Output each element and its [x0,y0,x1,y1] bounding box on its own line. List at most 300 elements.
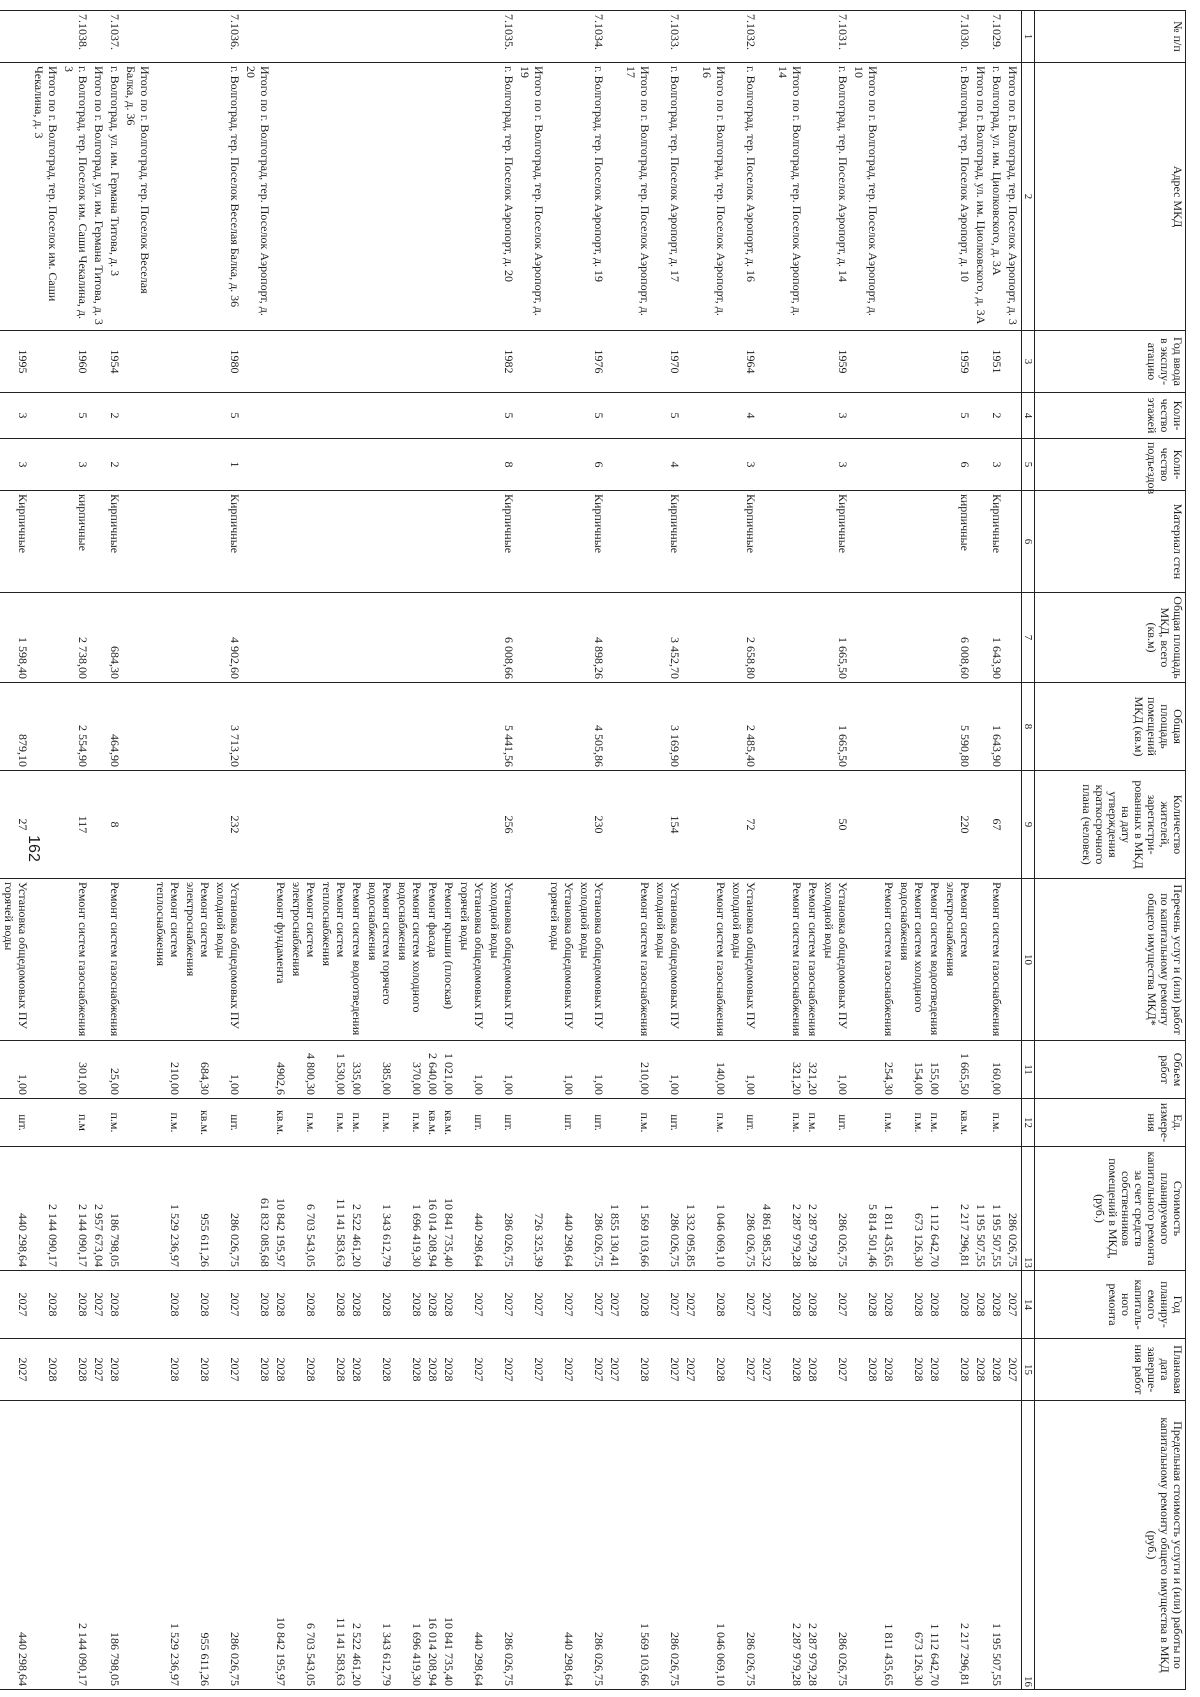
table-cell: Итого по г. Волгоград, тер. Поселок Аэропорт, д. 16 [699,63,729,331]
table-cell: 8 [107,771,123,879]
table-cell: г. Волгоград, тер. Поселок Аэропорт, д. 10 [943,63,973,331]
table-cell: 3 [61,439,91,491]
table-cell [289,491,319,593]
table-row [1005,11,1022,1690]
table-cell: 3 452,70 [653,593,683,683]
table-cell: Кирпичные [653,491,683,593]
table-cell: 1 598,40 [1,593,31,683]
table-cell [349,491,365,593]
table-cell: Ремонт систем газоснабжения [61,879,91,1041]
table-cell [123,1041,153,1099]
table-cell: 2027 [1005,1271,1022,1339]
table-cell: 440 298,64 [457,1147,487,1271]
table-cell [623,393,653,439]
table-cell: Итого по г. Волгоград, тер. Поселок Аэропорт, д. 10 [851,63,881,331]
table-cell [123,1339,153,1401]
table-cell: 2028 [289,1339,319,1401]
table-cell: 117 [61,771,91,879]
table-cell: Установка общедомовых ПУ холодной воды [577,879,607,1041]
table-cell: 385,00 [365,1041,395,1099]
column-header: Общая площадь помещений МКД (кв.м) [1035,683,1186,771]
table-cell: 2028 [973,1271,989,1339]
table-cell [457,331,487,393]
table-cell [395,491,425,593]
table-cell: 286 026,75 [487,1401,517,1690]
table-cell: Итого по г. Волгоград, тер. Поселок Аэропорт, д. 14 [775,63,805,331]
table-cell: Ремонт систем газоснабжения [699,879,729,1041]
table-row [425,11,441,1690]
table-cell [547,771,577,879]
table-cell [927,491,943,593]
table-cell [973,771,989,879]
table-cell [607,771,623,879]
table-cell [457,491,487,593]
table-cell [851,1099,881,1147]
column-header: Объем работ [1035,1041,1186,1099]
table-cell: 2027 [213,1271,243,1339]
table-cell: 2027 [487,1271,517,1339]
table-cell: 5 [487,393,517,439]
table-cell [425,683,441,771]
table-cell: 1970 [653,331,683,393]
table-cell [425,331,441,393]
table-cell: 1,00 [547,1041,577,1099]
table-cell: 1 195 507,55 [989,1401,1005,1690]
table-cell [365,439,395,491]
table-cell [425,63,441,331]
table-row [683,11,699,1690]
table-cell [517,11,547,63]
table-cell [123,11,153,63]
table-cell [517,1041,547,1099]
table-cell [973,11,989,63]
table-cell: 2027 [517,1271,547,1339]
table-cell [31,771,61,879]
table-cell [289,11,319,63]
table-cell [123,771,153,879]
table-cell [1005,11,1022,63]
table-cell [0,1339,1,1401]
table-header [1022,11,1186,1690]
table-cell [775,393,805,439]
column-header: № п/п [1035,11,1186,63]
table-cell: 1959 [943,331,973,393]
table-cell: 2028 [107,1339,123,1401]
table-cell [319,63,349,331]
table-row [0,11,1,1690]
table-cell: 1,00 [213,1041,243,1099]
table-cell [897,439,927,491]
table-cell: 7.1037. [107,11,123,63]
table-cell: 186 798,05 [107,1401,123,1690]
table-cell [319,331,349,393]
table-cell: Ремонт систем газоснабжения [623,879,653,1041]
table-cell [31,331,61,393]
table-cell: Итого по г. Волгоград, ул. им. Циолковского, д. 3А [973,63,989,331]
table-row [319,11,349,1690]
table-cell: 8 [487,439,517,491]
table-cell [289,393,319,439]
table-cell [881,63,897,331]
table-cell [349,63,365,331]
table-cell [273,683,289,771]
table-cell [683,393,699,439]
table-cell [683,11,699,63]
table-cell [365,331,395,393]
table-cell: п.м. [319,1099,349,1147]
table-cell [123,683,153,771]
table-cell [881,593,897,683]
table-cell [547,439,577,491]
table-cell: 2028 [31,1339,61,1401]
table-cell [0,331,1,393]
table-cell [897,593,927,683]
table-cell [881,771,897,879]
table-cell: 1 665,50 [821,593,851,683]
table-cell: 2027 [91,1339,107,1401]
table-cell [775,683,805,771]
table-cell: кв.м. [441,1099,457,1147]
table-cell [699,11,729,63]
table-cell: 321,20 [775,1041,805,1099]
column-header: Стоимость планируемого капитального ремонта за счет средств собственников помещений в МКД, (руб.) [1035,1147,1186,1271]
table-cell [1005,393,1022,439]
table-cell [0,1401,1,1690]
table-cell [973,439,989,491]
table-cell: 2027 [683,1271,699,1339]
table-cell [349,11,365,63]
table-cell: 2027 [547,1339,577,1401]
table-cell [365,593,395,683]
table-cell: 1982 [487,331,517,393]
table-cell: Ремонт систем газоснабжения [107,879,123,1041]
column-header: Коли-чество этажей [1035,393,1186,439]
table-row [897,11,927,1690]
table-cell [349,771,365,879]
table-cell: 2 217 296,81 [943,1147,973,1271]
table-row [91,11,107,1690]
table-cell [973,1041,989,1099]
table-cell: 2028 [989,1271,1005,1339]
table-cell: 5 [943,393,973,439]
table-cell: 6 703 543,05 [289,1147,319,1271]
table-cell [1005,1041,1022,1099]
table-cell [759,11,775,63]
table-cell [517,1099,547,1147]
table-cell: 2028 [243,1271,273,1339]
table-cell: 2028 [851,1271,881,1339]
table-cell: 1959 [821,331,851,393]
table-cell: 16 014 208,94 [425,1401,441,1690]
table-cell [607,1041,623,1099]
table-cell: 1 665,50 [821,683,851,771]
table-cell: Ремонт систем горячего водоснабжения [365,879,395,1041]
table-cell [31,683,61,771]
table-cell: 2028 [31,1271,61,1339]
table-cell: 1 112 642,70 [927,1401,943,1690]
table-cell [441,593,457,683]
table-cell: 2028 [319,1271,349,1339]
table-cell [91,771,107,879]
table-cell: п.м. [775,1099,805,1147]
table-row [927,11,943,1690]
table-cell [365,11,395,63]
column-header: Количество жителей, зарегистри-рованных в МКД на дату утверждения краткосрочного плана (человек) [1035,771,1186,879]
table-cell [441,771,457,879]
table-cell: 3 713,20 [213,683,243,771]
table-cell [457,11,487,63]
table-cell: п.м. [289,1099,319,1147]
table-cell: 1,00 [457,1041,487,1099]
table-cell: 2 957 673,04 [91,1147,107,1271]
table-cell [775,331,805,393]
table-cell: 2027 [653,1339,683,1401]
table-cell [243,593,273,683]
table-cell [0,1147,1,1271]
table-cell [973,393,989,439]
table-cell: Ремонт систем электроснабжения [289,879,319,1041]
table-cell: Ремонт систем электроснабжения [943,879,973,1041]
table-cell: 230 [577,771,607,879]
repair-plan-table [0,10,1186,1690]
table-cell [851,683,881,771]
table-cell [91,11,107,63]
table-cell [927,393,943,439]
table-cell: 7.1035. [487,11,517,63]
table-cell [457,593,487,683]
column-header: Плановая дата заверше-ния работ [1035,1339,1186,1401]
table-cell [243,771,273,879]
table-cell [607,879,623,1041]
table-cell: 2 287 979,28 [775,1401,805,1690]
table-cell [91,879,107,1041]
column-header: Материал стен [1035,491,1186,593]
table-cell [457,683,487,771]
table-cell: 2 485,40 [729,683,759,771]
table-cell: шт. [213,1099,243,1147]
table-cell [31,1401,61,1690]
table-cell [0,683,1,771]
table-cell: 4 [653,439,683,491]
table-cell [881,439,897,491]
table-cell: Кирпичные [487,491,517,593]
table-cell: 2028 [699,1339,729,1401]
table-cell [759,1401,775,1690]
table-cell [153,393,183,439]
table-cell [289,439,319,491]
table-cell [805,771,821,879]
table-cell [699,439,729,491]
table-cell [319,593,349,683]
table-cell: 11 141 583,63 [319,1147,349,1271]
table-cell: 321,20 [805,1041,821,1099]
table-cell: 7.1038. [61,11,91,63]
table-cell: Кирпичные [989,491,1005,593]
table-row [487,11,517,1690]
table-cell [683,331,699,393]
table-row [989,11,1005,1690]
table-cell [607,393,623,439]
table-cell [927,771,943,879]
table-cell [517,491,547,593]
column-number: 14 [1022,1271,1035,1339]
table-cell [699,683,729,771]
table-cell: 2028 [897,1271,927,1339]
table-cell: г. Волгоград, тер. Поселок им. Саши Чекалина, д. 3 [61,63,91,331]
table-cell [1005,879,1022,1041]
table-cell: 232 [213,771,243,879]
table-cell: 2027 [1,1339,31,1401]
table-row [349,11,365,1690]
column-number: 9 [1022,771,1035,879]
table-cell [319,11,349,63]
table-cell [881,683,897,771]
table-cell [897,393,927,439]
table-cell [243,1401,273,1690]
table-cell: г. Волгоград, тер. Поселок Веселая Балка, д. 36 [213,63,243,331]
table-cell [91,1401,107,1690]
table-cell [31,1099,61,1147]
table-cell: 2028 [623,1271,653,1339]
table-row [653,11,683,1690]
table-cell: 7.1029. [989,11,1005,63]
table-cell: 2028 [349,1271,365,1339]
table-cell: 10 841 735,40 [441,1401,457,1690]
table-cell: 5 [213,393,243,439]
table-cell: 684,30 [183,1041,213,1099]
table-row [821,11,851,1690]
table-cell [441,331,457,393]
table-cell [851,1401,881,1690]
table-cell [0,63,1,331]
table-cell: 286 026,75 [487,1147,517,1271]
table-cell [365,491,395,593]
table-cell [973,1401,989,1690]
table-cell: 7.1030. [943,11,973,63]
table-cell [349,683,365,771]
table-cell [425,11,441,63]
table-cell: п.м. [881,1099,897,1147]
table-cell: п.м. [897,1099,927,1147]
table-cell: 2028 [805,1271,821,1339]
table-cell [699,593,729,683]
table-cell [0,1271,1,1339]
table-cell [273,393,289,439]
table-cell: 2028 [943,1339,973,1401]
table-cell: Итого по г. Волгоград, тер. Поселок Веселая Балка, д. 36 [123,63,153,331]
table-cell: 2028 [881,1271,897,1339]
table-cell: шт. [1,1099,31,1147]
table-cell: 2028 [153,1271,183,1339]
table-cell [851,1041,881,1099]
table-row [213,11,243,1690]
table-cell [243,683,273,771]
table-cell [683,491,699,593]
table-cell: Ремонт систем газоснабжения [775,879,805,1041]
table-body [0,11,1022,1690]
column-header: Ед. измере-ния [1035,1099,1186,1147]
table-cell: 61 832 085,68 [243,1147,273,1271]
table-cell: п.м. [805,1099,821,1147]
table-cell [607,593,623,683]
table-cell [759,879,775,1041]
table-cell [0,11,1,63]
table-cell [805,393,821,439]
table-cell: 286 026,75 [821,1147,851,1271]
table-cell: 286 026,75 [577,1401,607,1690]
table-cell: 6 [943,439,973,491]
table-cell: 220 [943,771,973,879]
table-cell: Установка общедомовых ПУ холодной воды [213,879,243,1041]
table-cell: Ремонт систем газоснабжения [989,879,1005,1041]
table-cell: 2028 [395,1339,425,1401]
table-cell [547,63,577,331]
table-cell [0,1041,1,1099]
table-cell: 4902,6 [273,1041,289,1099]
table-cell [699,393,729,439]
table-row [457,11,487,1690]
table-cell [91,1041,107,1099]
table-cell: п.м. [927,1099,943,1147]
table-cell: 726 325,39 [517,1147,547,1271]
table-cell: г. Волгоград, ул. им. Германа Титова, д. 3 [107,63,123,331]
table-cell [243,331,273,393]
table-cell: 2028 [61,1339,91,1401]
table-cell [547,683,577,771]
table-cell: 1 112 642,70 [927,1147,943,1271]
table-cell [683,683,699,771]
table-cell [759,593,775,683]
table-cell: 10 842 195,97 [273,1147,289,1271]
table-cell: 2028 [319,1339,349,1401]
table-cell [759,491,775,593]
table-row [289,11,319,1690]
table-cell: 440 298,64 [1,1401,31,1690]
column-header: Год ввода в эксплу-атацию [1035,331,1186,393]
header-row [1035,11,1186,1690]
table-cell [425,439,441,491]
table-cell [31,491,61,593]
table-cell: 2028 [805,1339,821,1401]
table-cell [365,63,395,331]
table-cell: 1,00 [729,1041,759,1099]
table-cell: г. Волгоград, тер. Поселок Аэропорт, д. 16 [729,63,759,331]
table-cell [441,491,457,593]
table-row [577,11,607,1690]
table-cell: 2028 [927,1339,943,1401]
table-cell: 2 554,90 [61,683,91,771]
table-cell: 1951 [989,331,1005,393]
table-cell [517,393,547,439]
table-cell [183,683,213,771]
table-cell: 1 343 612,79 [365,1401,395,1690]
table-cell: п.м. [153,1099,183,1147]
table-cell: 7.1034. [577,11,607,63]
table-cell: 4 898,26 [577,593,607,683]
table-cell [243,879,273,1041]
table-cell: г. Волгоград, тер. Поселок Аэропорт, д. 17 [653,63,683,331]
table-cell: Итого по г. Волгоград, тер. Поселок Аэропорт, д. 20 [243,63,273,331]
table-cell: п.м. [699,1099,729,1147]
table-cell: 2028 [623,1339,653,1401]
table-cell [805,63,821,331]
table-cell: 2028 [881,1339,897,1401]
table-cell: 2027 [607,1339,623,1401]
table-cell: шт. [729,1099,759,1147]
column-header: Коли-чество подъездов [1035,439,1186,491]
table-cell [0,491,1,593]
table-cell [0,439,1,491]
